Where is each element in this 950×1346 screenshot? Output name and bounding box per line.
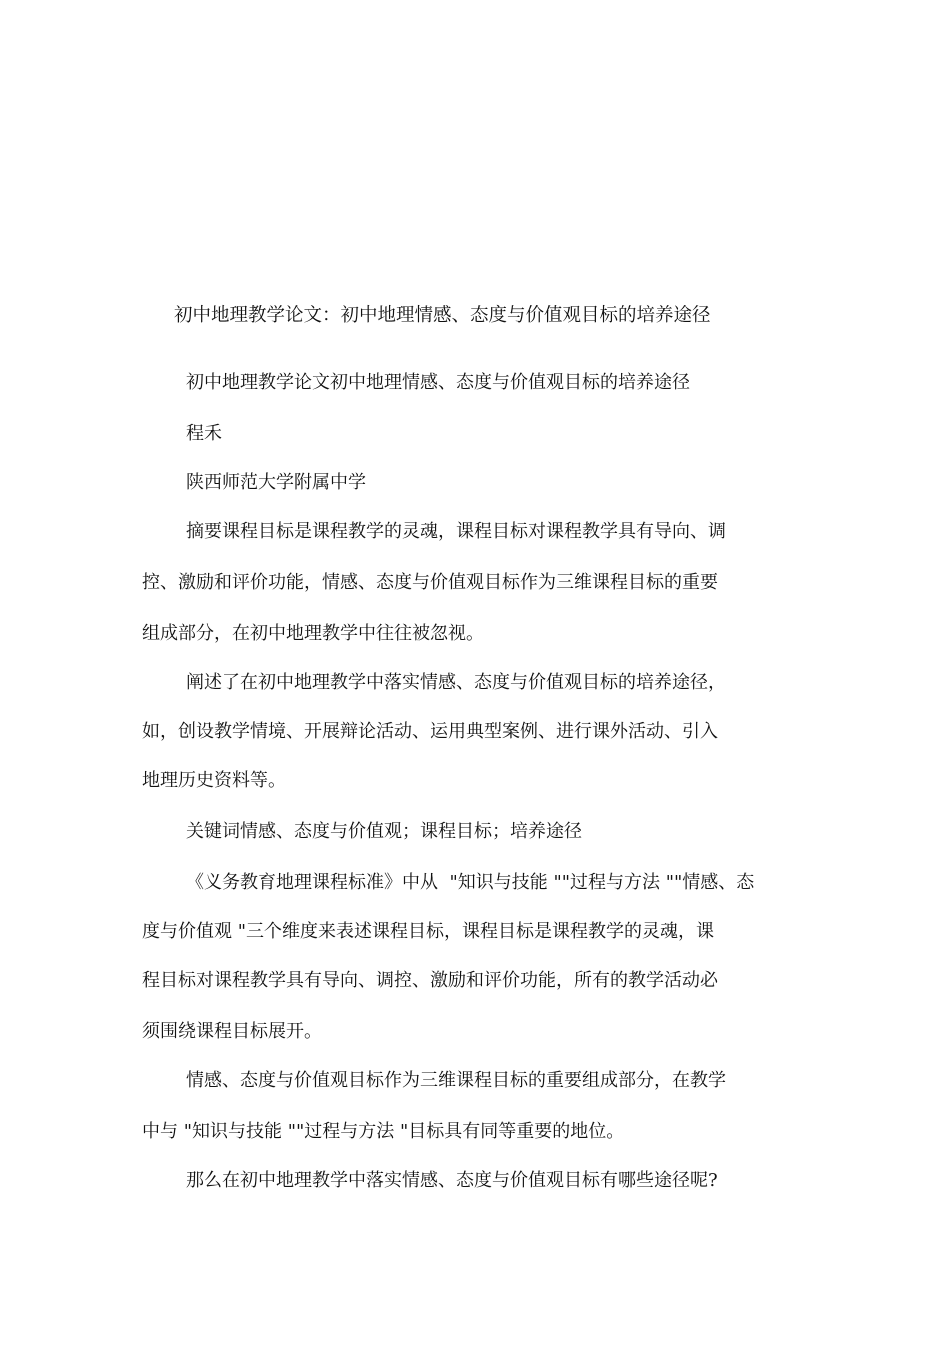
abstract-line: 控、激励和评价功能，情感、态度与价值观目标作为三维课程目标的重要 — [142, 572, 718, 593]
subtitle-line: 初中地理教学论文初中地理情感、态度与价值观目标的培养途径 — [186, 372, 690, 393]
abstract-line: 组成部分，在初中地理教学中往往被忽视。 — [142, 623, 484, 644]
abstract-line: 阐述了在初中地理教学中落实情感、态度与价值观目标的培养途径， — [186, 672, 726, 693]
document-title: 初中地理教学论文：初中地理情感、态度与价值观目标的培养途径 — [174, 305, 711, 326]
body-text-line: 中与 "知识与技能 ""过程与方法 "目标具有同等重要的地位。 — [142, 1121, 625, 1142]
author-affiliation: 陕西师范大学附属中学 — [186, 472, 366, 493]
body-text-line: 《义务教育地理课程标准》中从 "知识与技能 ""过程与方法 ""情感、态 — [186, 872, 755, 893]
keywords-line: 关键词情感、态度与价值观；课程目标；培养途径 — [186, 821, 582, 842]
abstract-line: 如，创设教学情境、开展辩论活动、运用典型案例、进行课外活动、引入 — [142, 721, 718, 742]
body-text-line: 度与价值观 "三个维度来表述课程目标，课程目标是课程教学的灵魂，课 — [142, 921, 714, 942]
body-text-line: 程目标对课程教学具有导向、调控、激励和评价功能，所有的教学活动必 — [142, 970, 718, 991]
author-name: 程禾 — [186, 423, 222, 444]
abstract-line: 摘要课程目标是课程教学的灵魂，课程目标对课程教学具有导向、调 — [186, 521, 726, 542]
abstract-line: 地理历史资料等。 — [142, 770, 286, 791]
body-text-line: 那么在初中地理教学中落实情感、态度与价值观目标有哪些途径呢? — [186, 1170, 718, 1191]
body-text-line: 情感、态度与价值观目标作为三维课程目标的重要组成部分，在教学 — [186, 1070, 726, 1091]
body-text-line: 须围绕课程目标展开。 — [142, 1021, 322, 1042]
